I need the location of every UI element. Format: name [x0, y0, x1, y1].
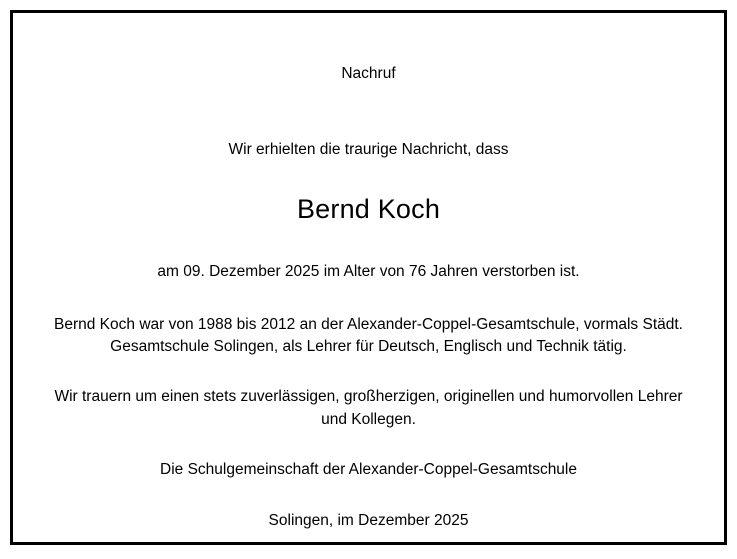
notice-intro-text: Wir erhielten die traurige Nachricht, dass: [228, 141, 509, 159]
deceased-name: Bernd Koch: [296, 193, 441, 224]
death-date-age-text: am 09. Dezember 2025 im Alter von 76 Jahren verstorben ist.: [157, 263, 580, 281]
signature-text: Die Schulgemeinschaft der Alexander-Coppel-Gesamtschule: [160, 461, 577, 479]
biography-text: Bernd Koch war von 1988 bis 2012 an der Alexander-Coppel-Gesamtschule, vormals Städt. Gesamtschule Solingen, als Lehrer für Deutsch, Englisch und Technik tätig.: [54, 315, 683, 356]
obituary-notice-frame: [10, 10, 727, 545]
mourning-text: Wir trauern um einen stets zuverlässigen, großherzigen, originellen und humorvollen Lehrer und Kollegen.: [54, 388, 683, 428]
notice-heading: Nachruf: [341, 65, 396, 82]
place-and-date-text: Solingen, im Dezember 2025: [268, 511, 469, 529]
